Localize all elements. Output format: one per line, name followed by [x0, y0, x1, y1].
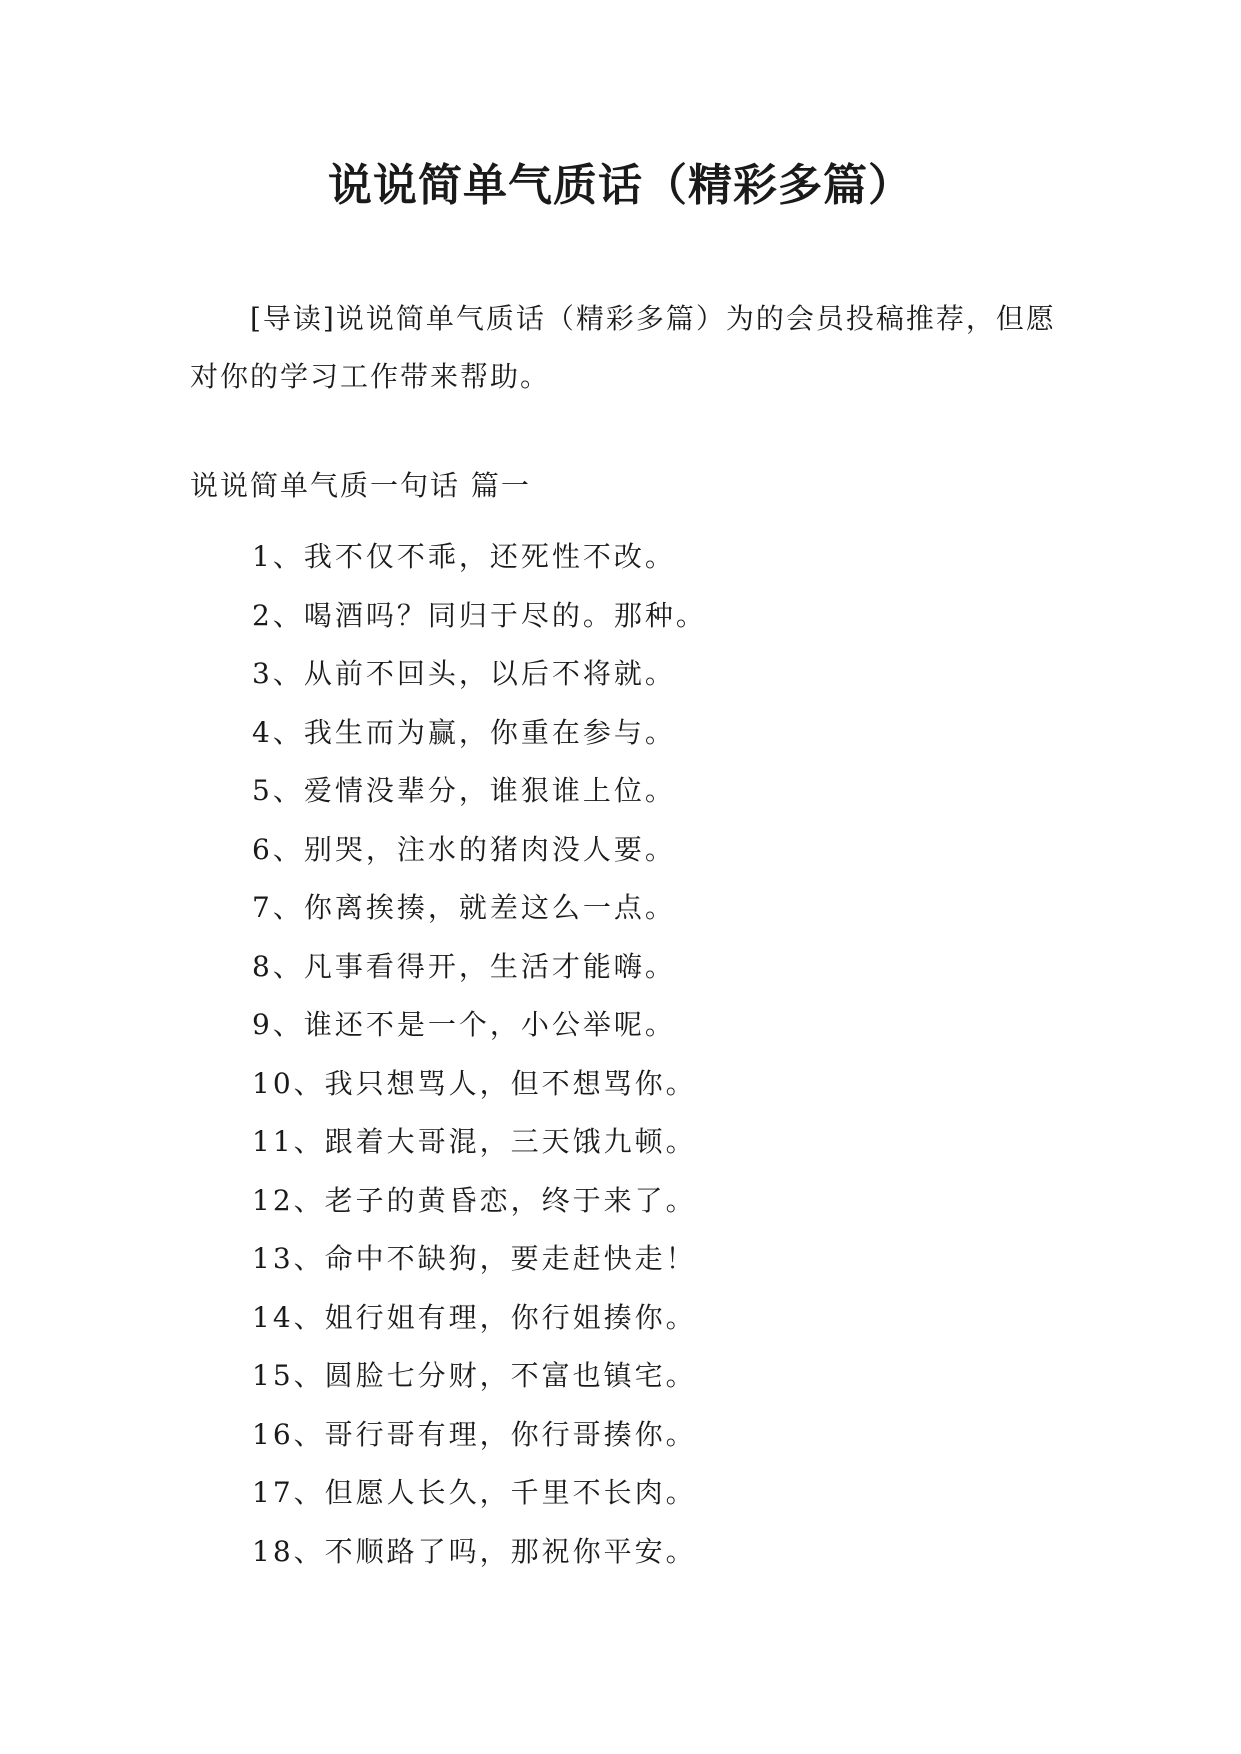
list-item: 14、姐行姐有理，你行姐揍你。	[252, 1300, 697, 1334]
list-item: 12、老子的黄昏恋，终于来了。	[252, 1183, 697, 1217]
list-item: 2、喝酒吗？同归于尽的。那种。	[252, 598, 707, 632]
list-item: 3、从前不回头，以后不将就。	[252, 657, 676, 690]
intro-paragraph: [导读]说说简单气质话（精彩多篇）为的会员投稿推荐，但愿对你的学习工作带来帮助。	[190, 302, 1056, 393]
list-item: 6、别哭，注水的猪肉没人要。	[252, 832, 676, 866]
list-item: 9、谁还不是一个，小公举呢。	[252, 1008, 676, 1041]
list-item: 11、跟着大哥混，三天饿九顿。	[252, 1125, 697, 1158]
list-item: 8、凡事看得开，生活才能嗨。	[252, 949, 676, 983]
list-item: 17、但愿人长久，千里不长肉。	[252, 1476, 697, 1509]
quote-list	[252, 528, 707, 1581]
list-item: 1、我不仅不乖，还死性不改。	[252, 540, 676, 573]
section-heading: 说说简单气质一句话 篇一	[190, 469, 531, 502]
list-item: 4、我生而为赢，你重在参与。	[252, 715, 676, 749]
list-item: 13、命中不缺狗，要走赶快走！	[252, 1242, 697, 1275]
list-item: 15、圆脸七分财，不富也镇宅。	[252, 1359, 697, 1392]
list-item: 18、不顺路了吗，那祝你平安。	[252, 1534, 697, 1568]
list-item: 16、哥行哥有理，你行哥揍你。	[252, 1417, 697, 1451]
list-item: 10、我只想骂人，但不想骂你。	[252, 1066, 697, 1100]
list-item: 7、你离挨揍，就差这么一点。	[252, 891, 676, 924]
list-item: 5、爱情没辈分，谁狠谁上位。	[252, 774, 676, 807]
page-title: 说说简单气质话（精彩多篇）	[328, 160, 913, 211]
